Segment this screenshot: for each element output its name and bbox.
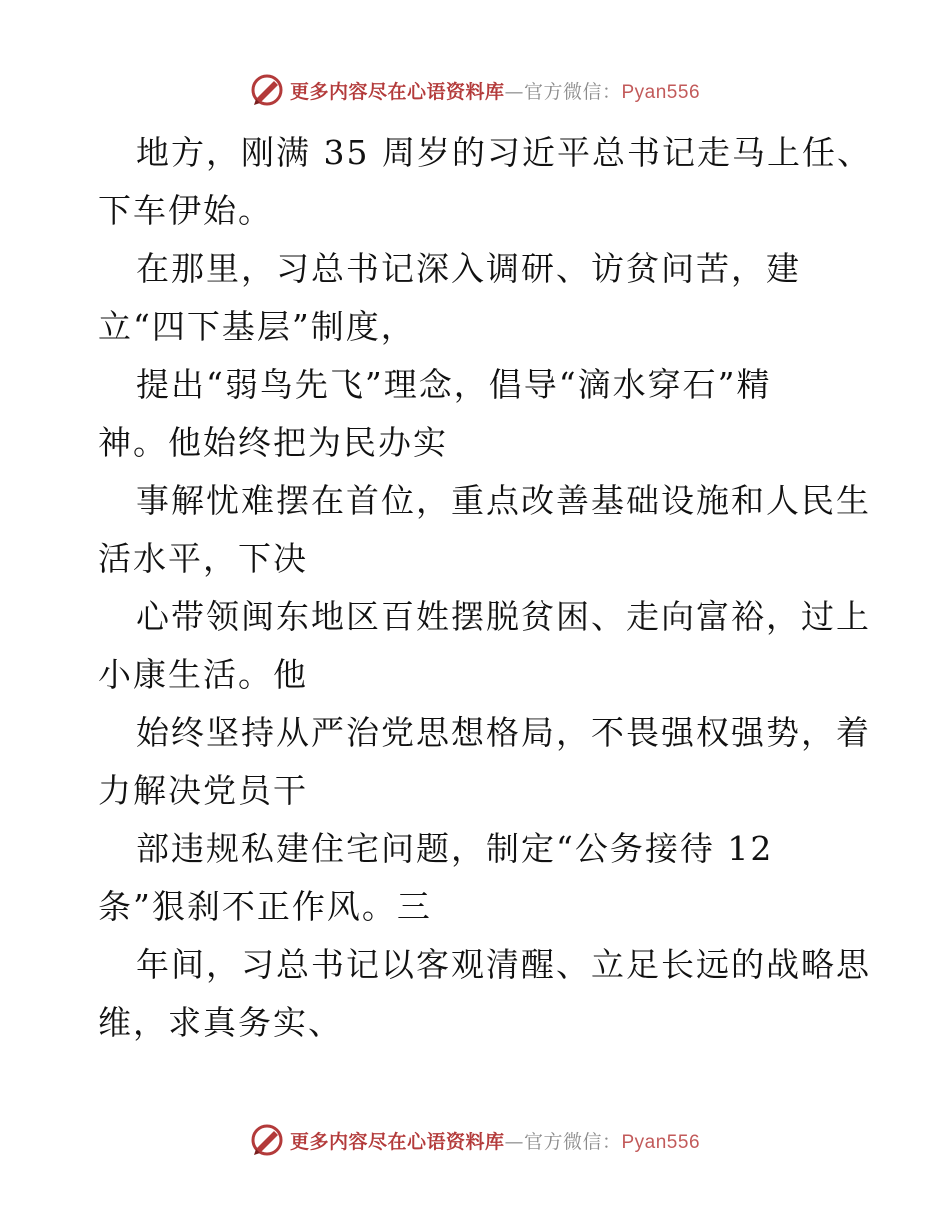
- watermark-wechat-id: Pyan556: [621, 1131, 701, 1153]
- paragraph-line: 始终坚持从严治党思想格局，不畏强权强势，着: [136, 713, 871, 752]
- watermark-separator: —: [504, 1130, 524, 1153]
- paragraph-line: 部违规私建住宅问题，制定“公务接待 12: [136, 829, 774, 868]
- paragraph-line: 地方，刚满 35 周岁的习近平总书记走马上任、: [136, 133, 872, 172]
- paragraph-line: 神。他始终把为民办实: [98, 423, 448, 462]
- document-body: [98, 124, 872, 1052]
- paragraph-line: 在那里，习总书记深入调研、访贫问苦，建: [136, 249, 801, 288]
- paragraph-line: 年间，习总书记以客观清醒、立足长远的战略思: [136, 945, 871, 984]
- pen-logo-icon: [250, 1123, 284, 1157]
- watermark-separator: —: [504, 80, 524, 103]
- pen-logo-icon: [250, 73, 284, 107]
- paragraph-line: 立“四下基层”制度，: [98, 307, 416, 346]
- paragraph-line: 事解忧难摆在首位，重点改善基础设施和人民生: [136, 481, 871, 520]
- watermark-wechat-label: 官方微信：: [523, 80, 622, 103]
- paragraph-line: 维，求真务实、: [98, 1003, 343, 1042]
- paragraph-line: 活水平，下决: [98, 539, 308, 578]
- paragraph-line: 心带领闽东地区百姓摆脱贫困、走向富裕，过上: [136, 597, 871, 636]
- header-watermark: [0, 70, 950, 110]
- watermark-main-text: 更多内容尽在心语资料库: [289, 1130, 505, 1153]
- watermark-wechat-label: 官方微信：: [523, 1130, 622, 1153]
- watermark-main-text: 更多内容尽在心语资料库: [289, 80, 505, 103]
- footer-watermark: [0, 1120, 950, 1160]
- watermark-wechat-id: Pyan556: [621, 81, 701, 103]
- paragraph-line: 小康生活。他: [98, 655, 308, 694]
- paragraph-line: 力解决党员干: [98, 771, 308, 810]
- paragraph-line: 下车伊始。: [98, 191, 273, 230]
- paragraph-line: 条”狠刹不正作风。三: [98, 887, 432, 926]
- paragraph-line: 提出“弱鸟先飞”理念，倡导“滴水穿石”精: [136, 365, 772, 404]
